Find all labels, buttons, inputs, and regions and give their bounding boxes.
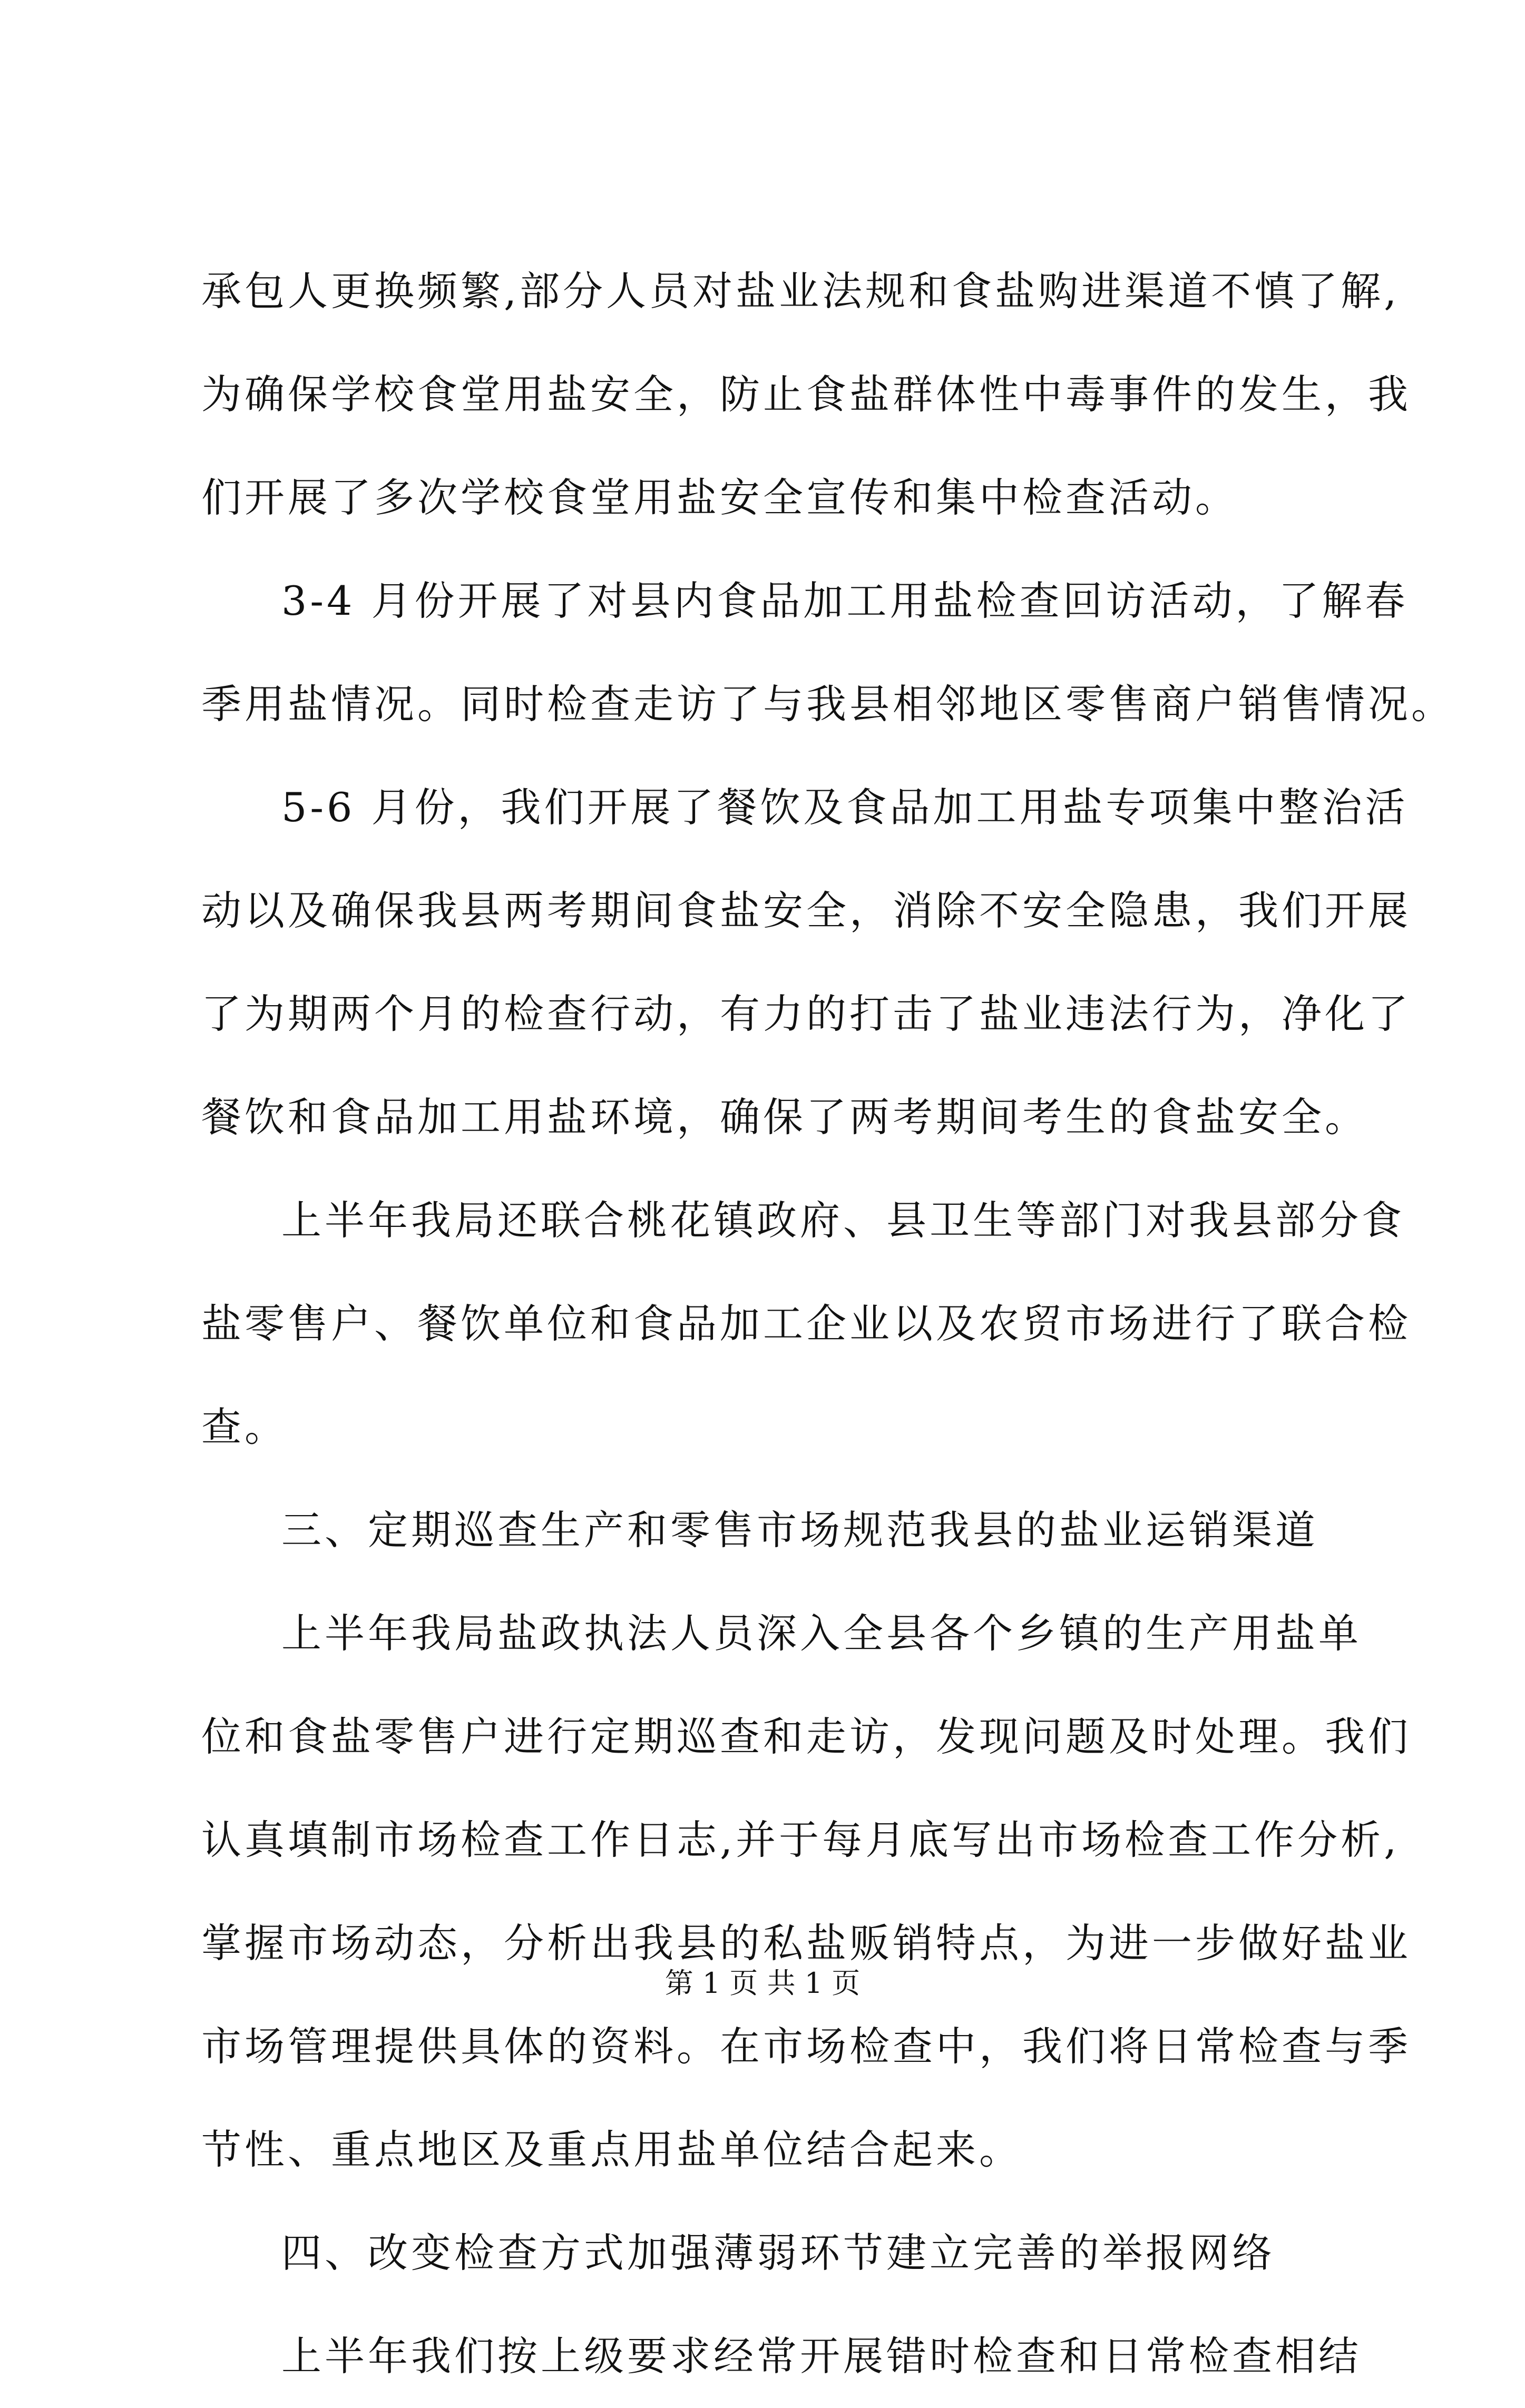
- text-line: 盐零售户、餐饮单位和食品加工企业以及农贸市场进行了联合检: [201, 1300, 1411, 1347]
- text-line: 餐饮和食品加工用盐环境，确保了两考期间考生的食盐安全。: [201, 1094, 1368, 1141]
- text-line: 位和食盐零售户进行定期巡查和走访，发现问题及时处理。我们: [201, 1713, 1411, 1760]
- text-line: 查。: [201, 1403, 288, 1450]
- text-line: 上半年我们按上级要求经常开展错时检查和日常检查相结: [281, 2333, 1362, 2380]
- text-line: 们开展了多次学校食堂用盐安全宣传和集中检查活动。: [201, 474, 1238, 521]
- text-line: 5-6 月份，我们开展了餐饮及食品加工用盐专项集中整治活: [281, 784, 1409, 831]
- body-text: [201, 240, 1454, 2408]
- text-line: 动以及确保我县两考期间食盐安全，消除不安全隐患，我们开展: [201, 887, 1411, 934]
- text-line: 认真填制市场检查工作日志,并于每月底写出市场检查工作分析,: [201, 1816, 1400, 1863]
- text-line: 节性、重点地区及重点用盐单位结合起来。: [201, 2126, 1022, 2173]
- text-line: 季用盐情况。同时检查走访了与我县相邻地区零售商户销售情况。: [201, 681, 1454, 728]
- text-line: 掌握市场动态，分析出我县的私盐贩销特点，为进一步做好盐业: [201, 1920, 1411, 1967]
- text-line: 上半年我局还联合桃花镇政府、县卫生等部门对我县部分食: [281, 1197, 1405, 1244]
- text-line: 3-4 月份开展了对县内食品加工用盐检查回访活动，了解春: [281, 577, 1409, 624]
- text-line: 市场管理提供具体的资料。在市场检查中，我们将日常检查与季: [201, 2023, 1411, 2070]
- section-heading: 三、定期巡查生产和零售市场规范我县的盐业运销渠道: [281, 1507, 1318, 1554]
- text-line: 上半年我局盐政执法人员深入全县各个乡镇的生产用盐单: [281, 1610, 1362, 1657]
- text-line: 了为期两个月的检查行动，有力的打击了盐业违法行为，净化了: [201, 990, 1411, 1037]
- text-line: 为确保学校食堂用盐安全，防止食盐群体性中毒事件的发生，我: [201, 371, 1411, 418]
- page-footer: 第 1 页 共 1 页: [664, 1967, 861, 2000]
- section-heading: 四、改变检查方式加强薄弱环节建立完善的举报网络: [281, 2229, 1275, 2276]
- text-line: 承包人更换频繁,部分人员对盐业法规和食盐购进渠道不慎了解,: [201, 268, 1400, 314]
